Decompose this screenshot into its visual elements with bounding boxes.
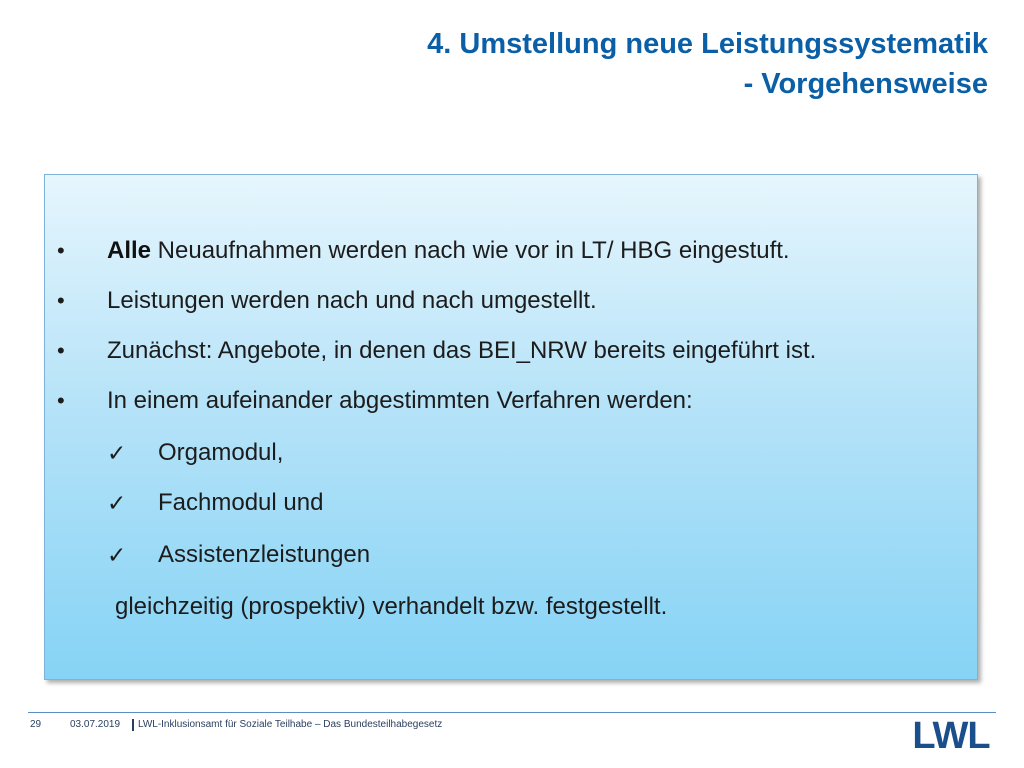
check-item-3 [45, 537, 975, 573]
bullet-text: In einem aufeinander abgestimmten Verfahren werden: [107, 387, 693, 414]
bullet-icon: • [57, 288, 65, 313]
footer-separator [132, 719, 134, 731]
closing-line [45, 589, 975, 625]
bullet-text [107, 233, 790, 269]
check-item-2 [45, 485, 975, 521]
bullet-item-4 [45, 383, 975, 419]
bullet-icon: • [57, 238, 65, 263]
checkmark-icon: ✓ [107, 490, 127, 516]
check-text: Orgamodul, [158, 439, 284, 466]
bullet-icon: • [57, 338, 65, 363]
bullet-text: Zunächst: Angebote, in denen das BEI_NRW bereits eingeführt ist. [107, 337, 817, 364]
lwl-logo-text: LWL [912, 716, 990, 752]
bullet-text: Leistungen werden nach und nach umgestellt. [107, 287, 597, 314]
check-item-1 [45, 435, 975, 471]
bullet-icon: • [57, 388, 65, 413]
check-text: Fachmodul und [158, 489, 324, 516]
check-text: Assistenzleistungen [158, 541, 371, 568]
bullet-item-1 [45, 233, 975, 269]
footer-divider [28, 712, 996, 713]
slide-title [228, 24, 988, 104]
slide-title-line-1: 4. Umstellung neue Leistungssystematik [427, 28, 988, 60]
bullet-item-3 [45, 333, 975, 369]
checkmark-icon: ✓ [107, 542, 127, 568]
bullet-rest: Neuaufnahmen werden nach wie vor in LT/ HBG eingestuft. [151, 237, 790, 264]
content-box [44, 174, 978, 680]
closing-text: gleichzeitig (prospektiv) verhandelt bzw. festgestellt. [115, 593, 668, 620]
checkmark-icon: ✓ [107, 440, 127, 466]
bullet-emphasis: Alle [107, 237, 152, 264]
bullet-item-2 [45, 283, 975, 319]
lwl-logo [906, 716, 996, 752]
footer-date: 03.07.2019 [70, 719, 121, 730]
page-number: 29 [30, 719, 42, 730]
lwl-logo-icon [906, 716, 996, 752]
footer-organization: LWL-Inklusionsamt für Soziale Teilhabe – Das Bundesteilhabegesetz [138, 719, 443, 730]
slide-title-line-2: - Vorgehensweise [743, 68, 988, 100]
